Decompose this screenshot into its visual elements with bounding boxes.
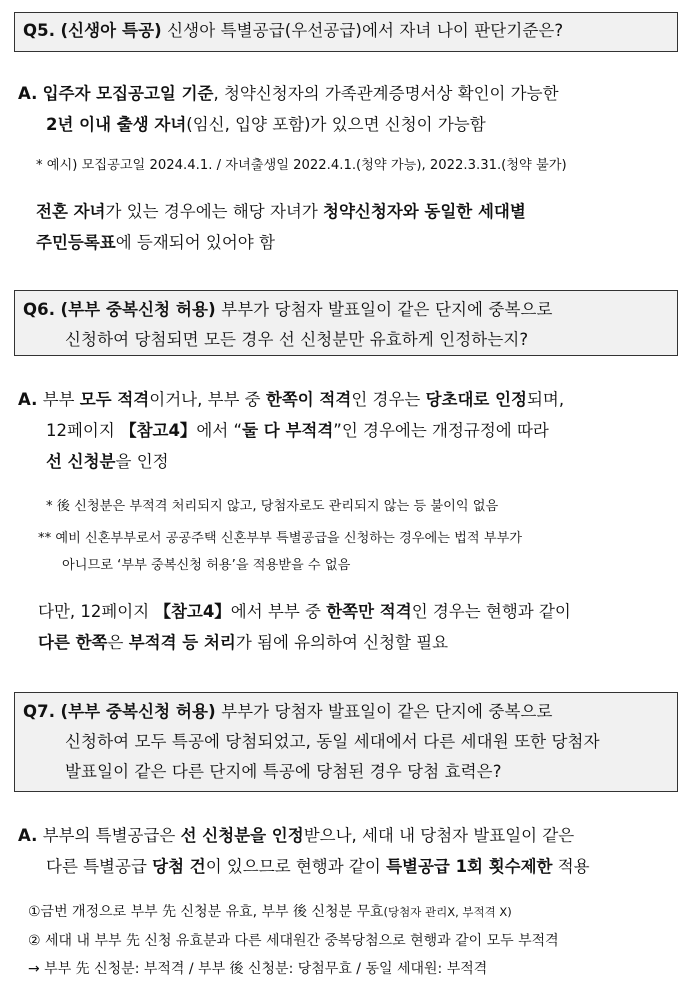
q7-case2: ② 세대 내 부부 先 신청 유효분과 다른 세대원간 중복당첨으로 현행과 같이 모두 부적격: [28, 933, 559, 949]
q6-a-l2-t1: 12페이지: [46, 421, 121, 440]
q7-a-t1: 부부의 특별공급은: [42, 826, 181, 845]
q6-a-t1: 부부: [42, 390, 80, 409]
q5-question-text: 신생아 특별공급(우선공급)에서 자녀 나이 판단기준은?: [167, 21, 564, 40]
q7-question-line2: 신청하여 모두 특공에 당첨되었고, 동일 세대에서 다른 세대원 또한 당첨자: [65, 732, 600, 751]
q6-a-t4: 되며,: [526, 390, 565, 409]
q6-p2-b2: 한쪽만 적격: [326, 602, 412, 621]
q6-question-line2: 신청하여 당첨되면 모든 경우 선 신청분만 유효하게 인정하는지?: [65, 330, 529, 349]
q6-p2-b4: 부적격 등 처리: [128, 633, 236, 652]
q7-tag: (부부 중복신청 허용): [60, 702, 216, 721]
q5-example-note: * 예시) 모집공고일 2024.4.1. / 자녀출생일 2022.4.1.(청약 가능), 2022.3.31.(청약 불가): [36, 158, 567, 173]
q6-p2-t2: 에서 부부 중: [230, 602, 327, 621]
q7-case1-small: (당첨자 관리X, 부적격 X): [383, 905, 512, 919]
q7-a-t2: 받으나, 세대 내 당첨자 발표일이 같은: [303, 826, 575, 845]
q5-p2-text1: 가 있는 경우에는 해당 자녀가: [105, 202, 324, 221]
q5-p2-text2: 에 등재되어 있어야 함: [115, 233, 275, 252]
q6-tag: (부부 중복신청 허용): [60, 300, 216, 319]
q7-question-text1: 부부가 당첨자 발표일이 같은 단지에 중복으로: [221, 702, 553, 721]
q5-answer-bold2: 2년 이내 출생 자녀: [46, 115, 187, 134]
q7-a-l2-b1: 당첨 건: [152, 857, 206, 876]
q5-p2-bold1: 전혼 자녀: [36, 202, 106, 221]
q5-answer-text1: , 청약신청자의 가족관계증명서상 확인이 가능한: [213, 84, 559, 103]
q5-answer-bold1: 입주자 모집공고일 기준: [42, 84, 214, 103]
q6-p2-b1: 【참고4】: [154, 602, 231, 621]
q6-question-text1: 부부가 당첨자 발표일이 같은 단지에 중복으로: [221, 300, 553, 319]
q6-p2-t3: 인 경우는 현행과 같이: [411, 602, 571, 621]
q6-note1: * 後 신청분은 부적격 처리되지 않고, 당첨자로도 관리되지 않는 등 불이익 없음: [46, 499, 499, 514]
q7-question-box: [14, 692, 678, 792]
q6-answer: [18, 384, 688, 477]
q7-a-l2-t3: 적용: [552, 857, 590, 876]
q5-question-box: [14, 12, 678, 52]
q5-answer-para2: [36, 196, 686, 258]
q7-case3: → 부부 先 신청분: 부적격 / 부부 後 신청분: 당첨무효 / 동일 세대원: 부적격: [28, 961, 488, 977]
q6-a-l3-b1: 선 신청분: [46, 452, 116, 471]
q7-a-l2-t2: 이 있으므로 현행과 같이: [205, 857, 387, 876]
q7-case1-text: ①금번 개정으로 부부 先 신청분 유효, 부부 後 신청분 무효: [28, 904, 384, 920]
q6-a-b3: 당초대로 인정: [425, 390, 527, 409]
q6-a-t2: 이거나, 부부 중: [149, 390, 266, 409]
q7-answer-prefix: A.: [18, 826, 38, 845]
q5-answer-line1: [18, 78, 688, 140]
q5-p2-bold3: 주민등록표: [36, 233, 116, 252]
q6-a-l2-t2: 에서 “: [196, 421, 243, 440]
q6-a-l2-b1: 【참고4】: [120, 421, 197, 440]
q6-a-l2-b2: 둘 다 부적격: [242, 421, 334, 440]
q5-question-line: [23, 16, 669, 46]
q5-number: Q5.: [23, 21, 56, 40]
q7-number: Q7.: [23, 702, 56, 721]
q7-case1: [28, 899, 512, 925]
q7-a-b1: 선 신청분을 인정: [180, 826, 304, 845]
q6-a-l2-t3: ”인 경우에는 개정규정에 따라: [333, 421, 549, 440]
q5-p2-bold2: 청약신청자와 동일한 세대별: [323, 202, 526, 221]
q6-p2-t1: 다만, 12페이지: [38, 602, 155, 621]
q6-a-l3-t1: 을 인정: [115, 452, 169, 471]
q6-question-line1: [23, 295, 669, 325]
q6-a-t3: 인 경우는: [351, 390, 426, 409]
q6-number: Q6.: [23, 300, 56, 319]
q6-a-b2: 한쪽이 적격: [265, 390, 352, 409]
q5-answer-prefix: A.: [18, 84, 38, 103]
q7-question-line3: 발표일이 같은 다른 단지에 특공에 당첨된 경우 당첨 효력은?: [65, 762, 502, 781]
q6-a-b1: 모두 적격: [79, 390, 150, 409]
q7-a-l2-t1: 다른 특별공급: [46, 857, 153, 876]
q6-answer-prefix: A.: [18, 390, 38, 409]
q6-question-box: [14, 290, 678, 356]
q6-note2b: 아니므로 ‘부부 중복신청 허용’을 적용받을 수 없음: [62, 558, 351, 573]
q7-a-l2-b2: 특별공급 1회 횟수제한: [386, 857, 553, 876]
q6-p2-t5: 가 됨에 유의하여 신청할 필요: [235, 633, 449, 652]
q6-note2a: ** 예비 신혼부부로서 공공주택 신혼부부 특별공급을 신청하는 경우에는 법적 부부가: [38, 531, 523, 546]
q6-p2-t4: 은: [107, 633, 129, 652]
q6-p2-b3: 다른 한쪽: [38, 633, 108, 652]
q6-answer-para2: [38, 596, 688, 658]
q5-tag: (신생아 특공): [60, 21, 162, 40]
q5-answer-text2: (임신, 입양 포함)가 있으면 신청이 가능함: [186, 115, 486, 134]
q7-question-line1: [23, 697, 669, 727]
q7-answer: [18, 820, 688, 882]
